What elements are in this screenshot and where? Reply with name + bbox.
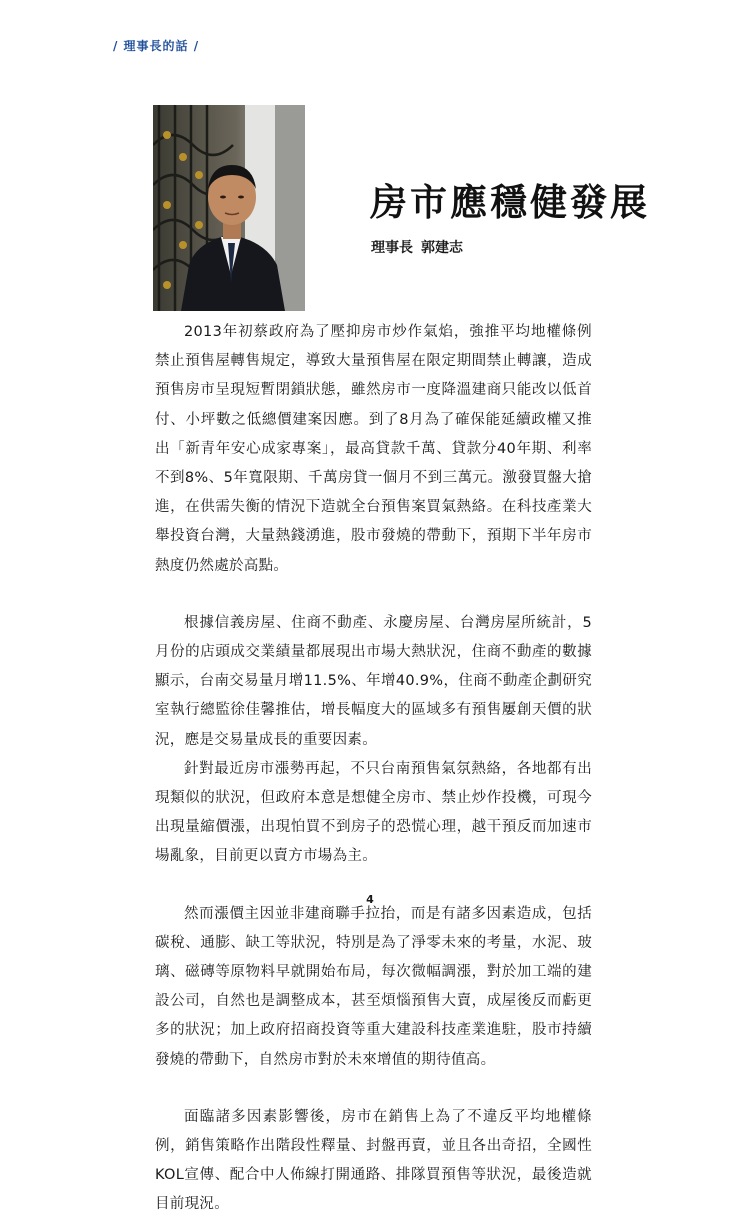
author-photo: [153, 105, 305, 311]
author-byline: [371, 237, 471, 257]
paragraph-3: 針對最近房市漲勢再起，不只台南預售氣氛熱絡，各地都有出現類似的狀況，但政府本意是想健全房市、禁止炒作投機，可現今出現量縮價漲，出現怕買不到房子的恐慌心理，越干預反而加速市場亂象，目前更以賣方市場為主。: [155, 760, 592, 865]
author-name: 郭建志: [421, 240, 463, 256]
article-body: [155, 318, 592, 1220]
portrait-image: [153, 105, 305, 311]
section-header: / 理事長的話 /: [113, 39, 200, 53]
page-number: 4: [366, 893, 374, 906]
article-title: 房市應穩健發展: [370, 180, 650, 224]
author-role: 理事長: [371, 240, 413, 256]
paragraph-2: 根據信義房屋、住商不動產、永慶房屋、台灣房屋所統計，5月份的店頭成交業績量都展現出市場大熱狀況，住商不動產的數據顯示，台南交易量月增11.5%、年增40.9%，住商不動產企劃研究室執行總監徐佳馨推估，增長幅度大的區域多有預售屢創天價的狀況，應是交易量成長的重要因素。: [155, 614, 592, 748]
paragraph-1: 2013年初蔡政府為了壓抑房市炒作氣焰，強推平均地權條例禁止預售屋轉售規定，導致大量預售屋在限定期間禁止轉讓，造成預售房市呈現短暫閉鎖狀態，雖然房市一度降溫建商只能改以低首付、小坪數之低總價建案因應。到了8月為了確保能延續政權又推出「新青年安心成家專案」，最高貸款千萬、貸款分40年期、利率不到8%、5年寬限期、千萬房貸一個月不到三萬元。激發買盤大搶進，在供需失衡的情況下造就全台預售案買氣熱絡。在科技產業大舉投資台灣，大量熱錢湧進，股市發燒的帶動下，預期下半年房市熱度仍然處於高點。: [155, 324, 592, 574]
paragraph-5: 面臨諸多因素影響後，房市在銷售上為了不違反平均地權條例，銷售策略作出階段性釋量、封盤再賣，並且各出奇招，全國性KOL宣傳、配合中人佈線打開通路、排隊買預售等狀況，最後造就目前現況。: [155, 1108, 592, 1213]
paragraph-4: 然而漲價主因並非建商聯手拉抬，而是有諸多因素造成，包括碳稅、通膨、缺工等狀況，特別是為了淨零未來的考量，水泥、玻璃、磁磚等原物料早就開始布局，每次微幅調漲，對於加工端的建設公司，自然也是調整成本，甚至煩惱預售大賣，成屋後反而虧更多的狀況；加上政府招商投資等重大建設科技產業進駐，股市持續發燒的帶動下，自然房市對於未來增值的期待值高。: [155, 905, 592, 1068]
